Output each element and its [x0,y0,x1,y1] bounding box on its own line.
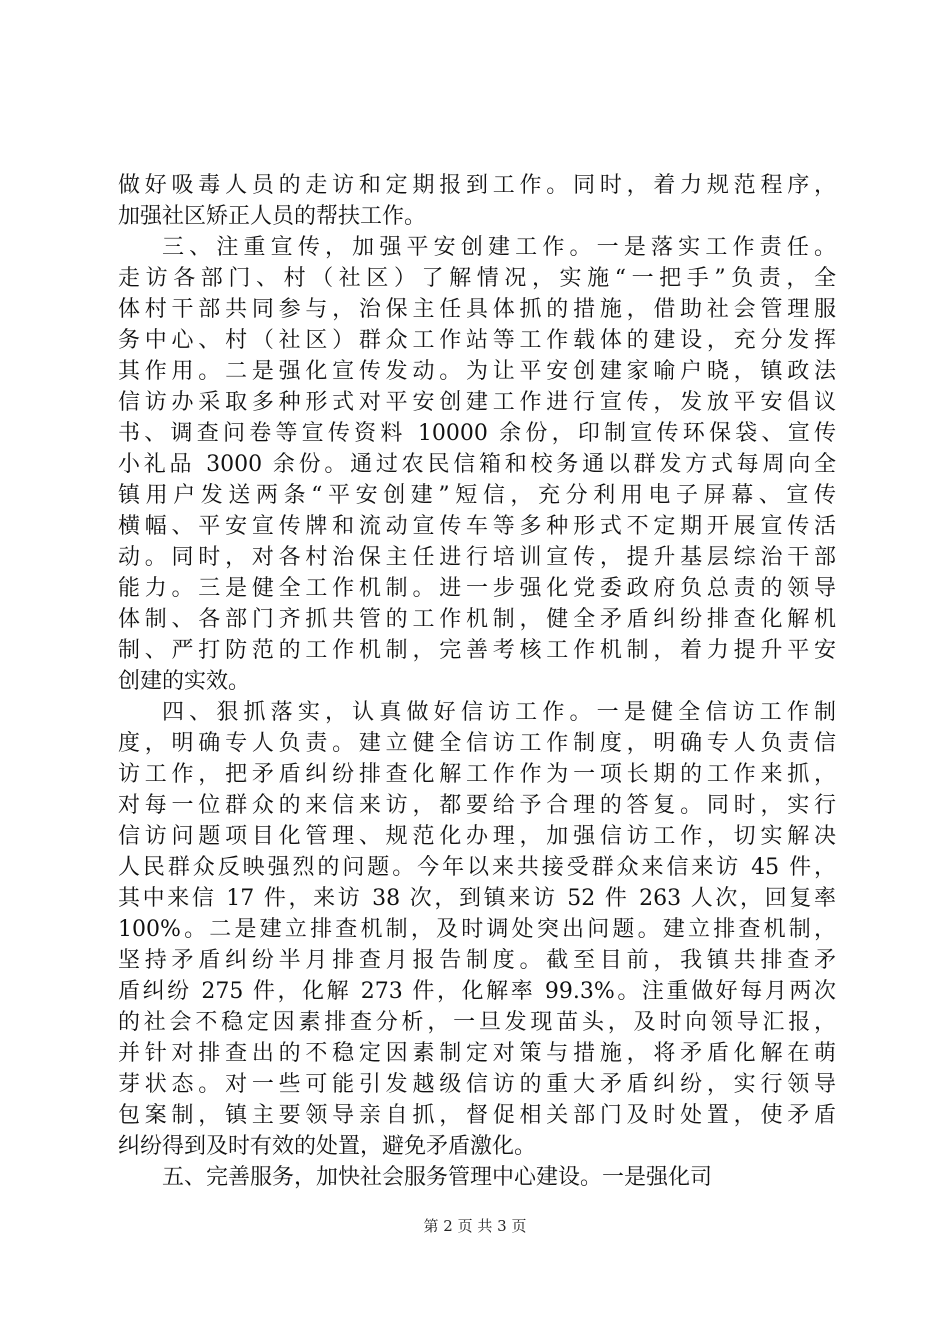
text-line: 包案制，镇主要领导亲自抓，督促相关部门及时处置，使矛盾 [118,1103,836,1128]
text-line: 务中心、村（社区）群众工作站等工作载体的建设，充分发挥 [118,328,836,353]
text-line: 体制、各部门齐抓共管的工作机制，健全矛盾纠纷排查化解机 [118,607,836,632]
text-line: 镇用户发送两条“平安创建”短信，充分利用电子屏幕、宣传 [118,483,836,508]
text-line: 能力。三是健全工作机制。进一步强化党委政府负总责的领导 [118,576,836,601]
text-line: 其中来信 17 件，来访 38 次，到镇来访 52 件 263 人次，回复率 [118,886,836,911]
text-line: 小礼品 3000 余份。通过农民信箱和校务通以群发方式每周向全 [118,452,836,477]
text-line: 动。同时，对各村治保主任进行培训宣传，提升基层综治干部 [118,545,836,570]
text-line: 信访办采取多种形式对平安创建工作进行宣传，发放平安倡议 [118,390,836,415]
section-heading-line: 三、注重宣传，加强平安创建工作。一是落实工作责任。 [162,235,836,260]
text-line: 对每一位群众的来信来访，都要给予合理的答复。同时，实行 [118,793,836,818]
text-line: 加强社区矫正人员的帮扶工作。 [118,204,427,229]
body-text [118,170,836,1193]
text-line: 盾纠纷 275 件，化解 273 件，化解率 99.3%。注重做好每月两次 [118,979,836,1004]
text-line: 度，明确专人负责。建立健全信访工作制度，明确专人负责信 [118,731,836,756]
text-line: 并针对排查出的不稳定因素制定对策与措施，将矛盾化解在萌 [118,1041,836,1066]
text-line: 人民群众反映强烈的问题。今年以来共接受群众来信来访 45 件， [118,855,836,880]
text-line: 做好吸毒人员的走访和定期报到工作。同时，着力规范程序， [118,173,836,198]
text-line: 其作用。二是强化宣传发动。为让平安创建家喻户晓，镇政法 [118,359,836,384]
text-line: 坚持矛盾纠纷半月排查月报告制度。截至目前，我镇共排查矛 [118,948,836,973]
text-line: 体村干部共同参与，治保主任具体抓的措施，借助社会管理服 [118,297,836,322]
page-number-label: 第 2 页 共 3 页 [423,1217,527,1235]
text-line: 创建的实效。 [118,669,251,694]
text-line: 纠纷得到及时有效的处置，避免矛盾激化。 [118,1134,537,1159]
text-line: 芽状态。对一些可能引发越级信访的重大矛盾纠纷，实行领导 [118,1072,836,1097]
text-line: 的社会不稳定因素排查分析，一旦发现苗头，及时向领导汇报， [118,1010,836,1035]
page-footer [0,1216,950,1236]
section-heading-line: 四、狠抓落实，认真做好信访工作。一是健全信访工作制 [162,700,836,725]
text-line: 走访各部门、村（社区）了解情况，实施“一把手”负责，全 [118,266,836,291]
text-line: 信访问题项目化管理、规范化办理，加强信访工作，切实解决 [118,824,836,849]
text-line: 书、调查问卷等宣传资料 10000 余份，印制宣传环保袋、宣传 [118,421,836,446]
text-line: 制、严打防范的工作机制，完善考核工作机制，着力提升平安 [118,638,836,663]
text-line: 横幅、平安宣传牌和流动宣传车等多种形式不定期开展宣传活 [118,514,836,539]
text-line: 100%。二是建立排查机制，及时调处突出问题。建立排查机制， [118,917,836,942]
section-heading-line: 五、完善服务，加快社会服务管理中心建设。一是强化司 [162,1165,713,1190]
text-line: 访工作，把矛盾纠纷排查化解工作作为一项长期的工作来抓， [118,762,836,787]
